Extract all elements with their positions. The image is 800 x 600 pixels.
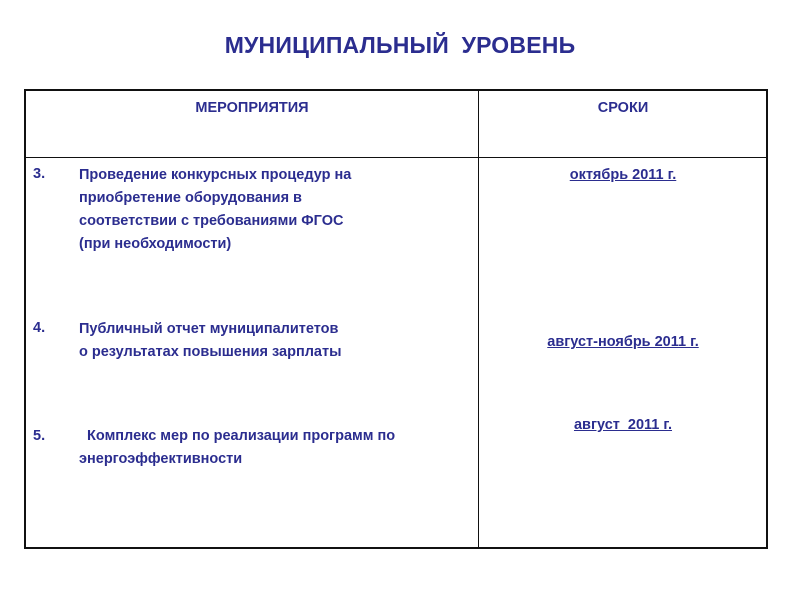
- item-deadline: август-ноябрь 2011 г.: [547, 334, 699, 350]
- page-title: МУНИЦИПАЛЬНЫЙ УРОВЕНЬ: [224, 32, 576, 58]
- item-text-line: соответствии с требованиями ФГОС: [79, 213, 344, 229]
- item-text-line: (при необходимости): [79, 236, 232, 252]
- item-deadline: октябрь 2011 г.: [569, 167, 677, 183]
- item-deadline: август 2011 г.: [573, 417, 673, 433]
- item-text: [79, 164, 474, 256]
- item-text-line: энергоэффективности: [79, 451, 243, 467]
- item-text-line: приобретение оборудования в: [79, 190, 302, 206]
- header-activities: МЕРОПРИЯТИЯ: [195, 100, 309, 116]
- item-text-line: Публичный отчет муниципалитетов: [79, 321, 339, 337]
- header-row-divider: [24, 157, 768, 158]
- header-deadlines: СРОКИ: [597, 100, 649, 116]
- item-text-line: Проведение конкурсных процедур на: [79, 167, 352, 183]
- item-text: [79, 425, 474, 471]
- column-divider: [478, 89, 479, 549]
- item-text: [79, 318, 474, 364]
- item-number: 3.: [33, 166, 46, 182]
- item-number: 4.: [33, 320, 46, 336]
- item-number: 5.: [33, 428, 46, 444]
- item-text-line: о результатах повышения зарплаты: [79, 344, 342, 360]
- item-text-line: Комплекс мер по реализации программ по: [79, 428, 396, 444]
